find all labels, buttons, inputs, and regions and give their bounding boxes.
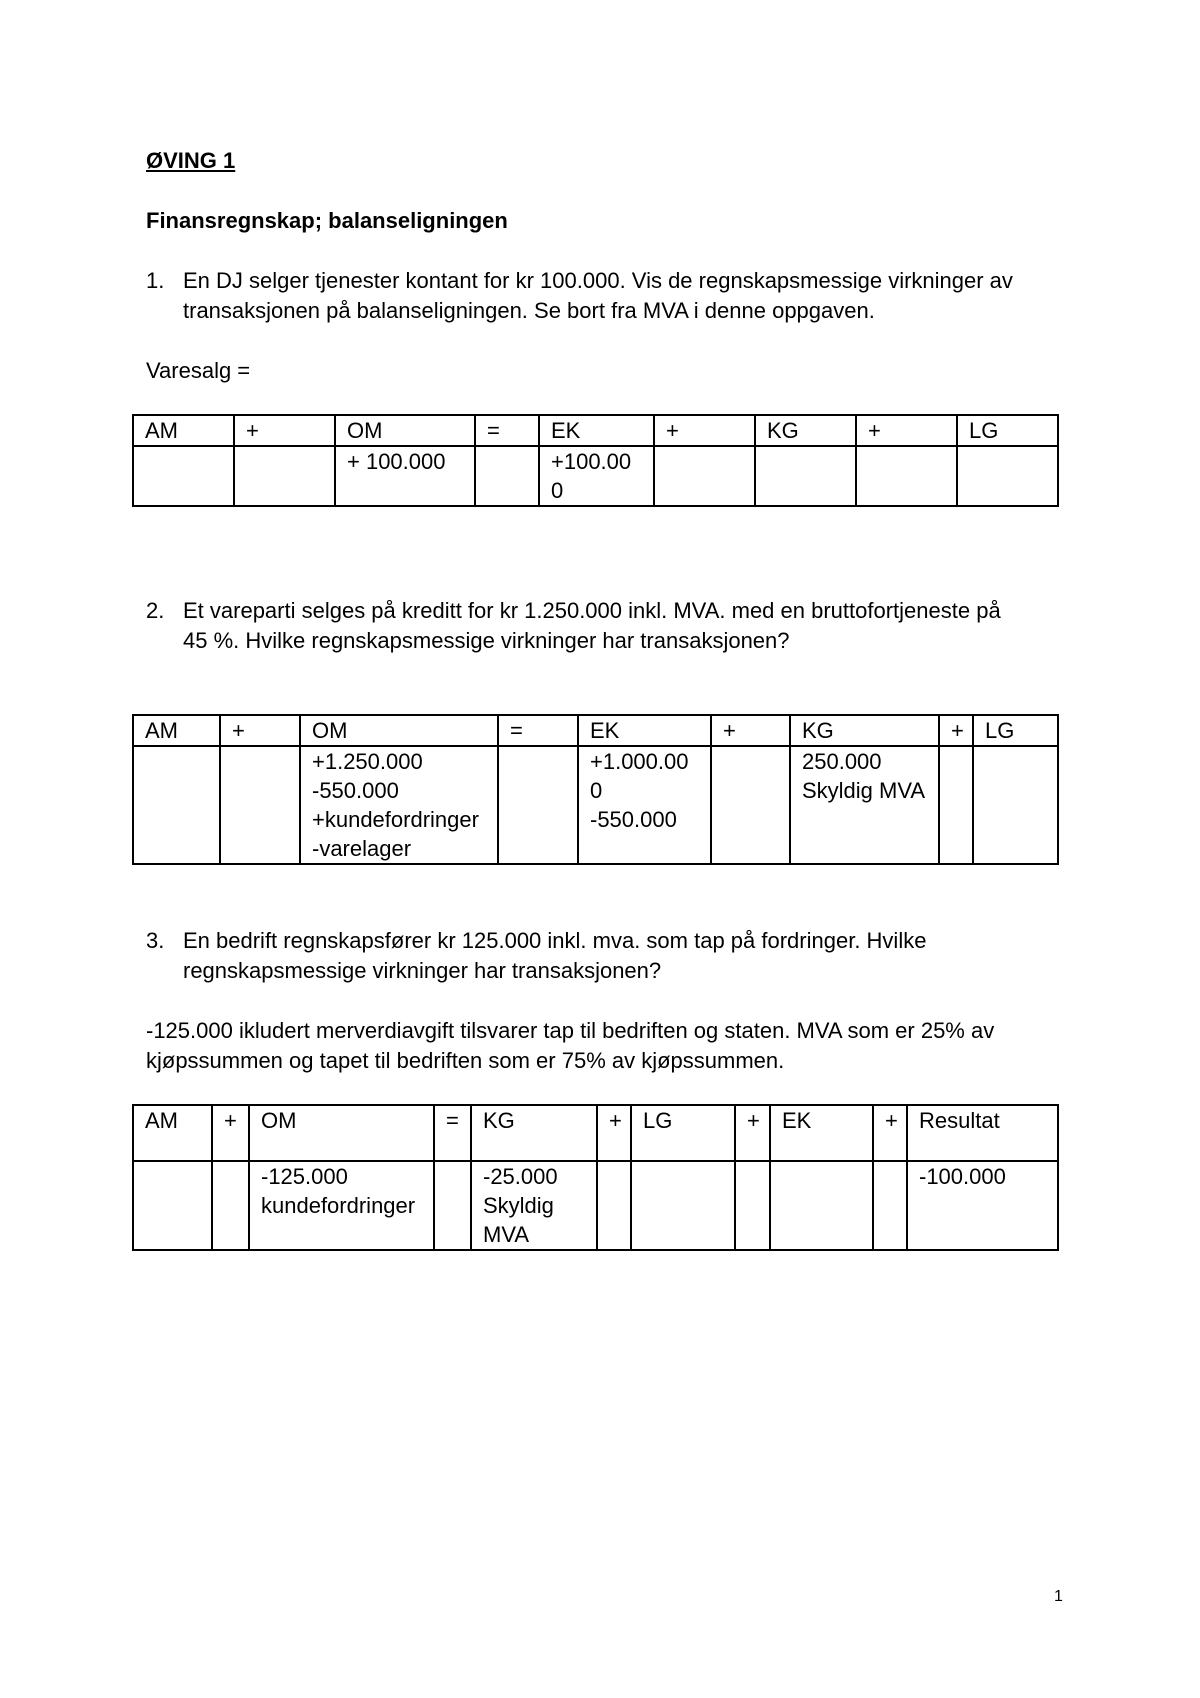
cell-line: +1.000.00 <box>590 749 689 774</box>
table-header-cell: + <box>939 715 973 746</box>
balance-table-1 <box>132 414 1059 507</box>
table-header-cell: = <box>434 1105 471 1161</box>
table-header-cell: AM <box>133 415 234 446</box>
table-header-cell: + <box>873 1105 907 1161</box>
table-header-cell: OM <box>300 715 498 746</box>
table-cell <box>939 746 973 864</box>
table-cell <box>434 1161 471 1250</box>
table-cell <box>133 1161 212 1250</box>
cell-line: 0 <box>590 778 603 803</box>
table-header-cell: KG <box>790 715 939 746</box>
table-header-cell: + <box>220 715 300 746</box>
table-header-cell: OM <box>249 1105 434 1161</box>
table-header-row <box>133 415 1058 446</box>
table-cell <box>856 446 957 506</box>
question-number: 2. <box>146 598 165 623</box>
balance-table-2 <box>132 714 1059 865</box>
table-cell <box>220 746 300 864</box>
page-subtitle: Finansregnskap; balanseligningen <box>146 208 508 233</box>
table-cell <box>471 1161 597 1250</box>
cell-line: + 100.000 <box>347 449 446 474</box>
table-header-cell: AM <box>133 715 220 746</box>
table-cell <box>212 1161 249 1250</box>
table-cell <box>475 446 539 506</box>
table-header-cell: KG <box>755 415 856 446</box>
cell-line: -25.000 <box>483 1164 558 1189</box>
cell-line: 250.000 <box>802 749 882 774</box>
table-cell <box>300 746 498 864</box>
table-header-cell: AM <box>133 1105 212 1161</box>
question-text-line: En DJ selger tjenester kontant for kr 100.000. Vis de regnskapsmessige virkninger av <box>183 268 1013 293</box>
table-cell <box>770 1161 873 1250</box>
table-cell <box>654 446 755 506</box>
table-header-row <box>133 715 1058 746</box>
table-row <box>133 746 1058 864</box>
cell-line: +100.00 <box>551 449 632 474</box>
table-header-cell: EK <box>539 415 654 446</box>
cell-line: -100.000 <box>919 1164 1006 1189</box>
table-cell <box>578 746 711 864</box>
table-cell <box>957 446 1058 506</box>
question-text-line: Et vareparti selges på kreditt for kr 1.250.000 inkl. MVA. med en bruttofortjeneste på <box>183 598 1001 623</box>
table-cell <box>735 1161 770 1250</box>
table-cell <box>973 746 1058 864</box>
cell-line: 0 <box>551 478 564 503</box>
answer-line: -125.000 ikludert merverdiavgift tilsvarer tap til bedriften og staten. MVA som er 25% av <box>146 1018 995 1043</box>
cell-line: MVA <box>483 1222 530 1247</box>
cell-line: +1.250.000 <box>312 749 423 774</box>
cell-line: kundefordringer <box>261 1193 416 1218</box>
table-header-cell: = <box>498 715 578 746</box>
table-header-cell: KG <box>471 1105 597 1161</box>
table-header-cell: + <box>212 1105 249 1161</box>
cell-line: -varelager <box>312 836 412 861</box>
question-text-line: regnskapsmessige virkninger har transaksjonen? <box>183 958 662 983</box>
table-cell <box>249 1161 434 1250</box>
question-number: 1. <box>146 268 165 293</box>
page-title: ØVING 1 <box>146 148 236 173</box>
table-cell <box>631 1161 735 1250</box>
table-header-cell: Resultat <box>907 1105 1058 1161</box>
table-cell <box>873 1161 907 1250</box>
table-cell <box>711 746 790 864</box>
cell-line: Skyldig <box>483 1193 554 1218</box>
page-number: 1 <box>1054 1588 1063 1605</box>
table-header-cell: + <box>735 1105 770 1161</box>
table-header-cell: OM <box>335 415 475 446</box>
cell-line: -550.000 <box>590 807 677 832</box>
table-header-cell: EK <box>578 715 711 746</box>
table-cell <box>597 1161 631 1250</box>
table-cell <box>498 746 578 864</box>
table-header-cell: EK <box>770 1105 873 1161</box>
table-header-cell: = <box>475 415 539 446</box>
table-header-cell: LG <box>957 415 1058 446</box>
cell-line: -550.000 <box>312 778 399 803</box>
answer-line: kjøpssummen og tapet til bedriften som er 75% av kjøpssummen. <box>146 1048 785 1073</box>
table-header-cell: LG <box>973 715 1058 746</box>
cell-line: -125.000 <box>261 1164 348 1189</box>
balance-table-3 <box>132 1104 1059 1251</box>
question-text-line: En bedrift regnskapsfører kr 125.000 inkl. mva. som tap på fordringer. Hvilke <box>183 928 927 953</box>
table-cell <box>234 446 335 506</box>
cell-line: +kundefordringer <box>312 807 479 832</box>
question-text-line: 45 %. Hvilke regnskapsmessige virkninger har transaksjonen? <box>183 628 790 653</box>
table-header-cell: + <box>654 415 755 446</box>
table-header-cell: + <box>711 715 790 746</box>
table-header-row <box>133 1105 1058 1161</box>
table-header-cell: + <box>597 1105 631 1161</box>
question-text-line: transaksjonen på balanseligningen. Se bort fra MVA i denne oppgaven. <box>183 298 875 323</box>
question-number: 3. <box>146 928 165 953</box>
table-cell <box>790 746 939 864</box>
table-row <box>133 446 1058 506</box>
table-cell <box>133 446 234 506</box>
table-cell <box>539 446 654 506</box>
table-header-cell: LG <box>631 1105 735 1161</box>
table-cell <box>335 446 475 506</box>
answer-label: Varesalg = <box>146 358 251 383</box>
table-header-cell: + <box>234 415 335 446</box>
table-cell <box>133 746 220 864</box>
table-cell <box>907 1161 1058 1250</box>
cell-line: Skyldig MVA <box>802 778 926 803</box>
table-header-cell: + <box>856 415 957 446</box>
table-row <box>133 1161 1058 1250</box>
table-cell <box>755 446 856 506</box>
